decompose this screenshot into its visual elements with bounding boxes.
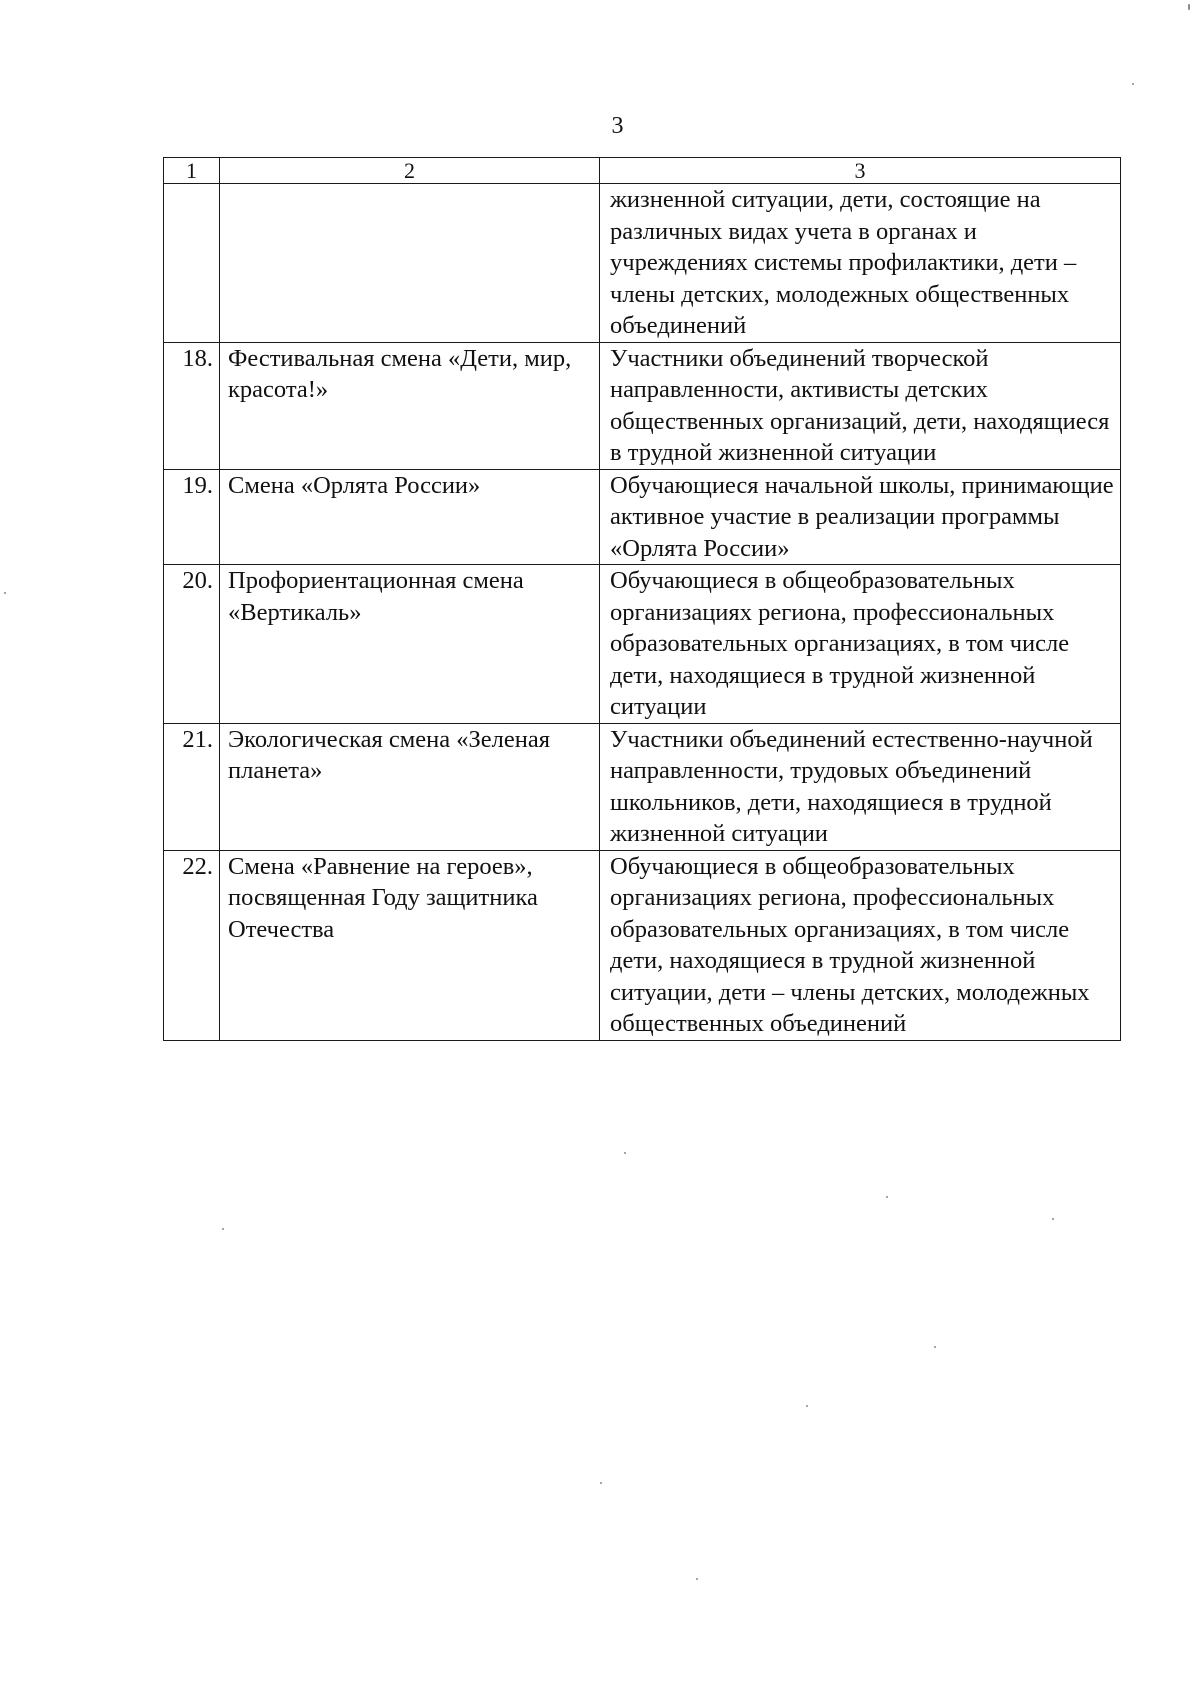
row-participants: Обучающиеся в общеобразовательных организациях региона, профессиональных образовательных организациях, в том числе дети, находящиеся в трудной жизненной ситуации [600,565,1121,724]
table-row [164,723,1121,850]
column-header-number: 1 [164,158,220,184]
scan-speck [4,592,6,594]
scan-speck [934,1346,936,1348]
row-number: 18. [164,342,220,469]
scan-speck [624,1152,626,1154]
row-number: 20. [164,565,220,724]
scan-speck [696,1578,698,1580]
table-row [164,342,1121,469]
row-number: 19. [164,469,220,565]
row-number: 21. [164,723,220,850]
row-participants: Участники объединений естественно-научной направленности, трудовых объединений школьников, дети, находящиеся в трудной жизненной ситуации [600,723,1121,850]
column-header-name: 2 [220,158,600,184]
scan-speck [1052,1218,1054,1220]
row-shift-name: Смена «Орлята России» [220,469,600,565]
scan-speck [886,1196,888,1198]
row-shift-name: Фестивальная смена «Дети, мир, красота!» [220,342,600,469]
table-row [164,850,1121,1040]
row-participants: Обучающиеся начальной школы, принимающие активное участие в реализации программы «Орлята России» [600,469,1121,565]
scan-speck [222,1228,224,1230]
table-row [164,184,1121,343]
row-participants: жизненной ситуации, дети, состоящие на различных видах учета в органах и учреждениях системы профилактики, дети – члены детских, молодежных общественных объединений [600,184,1121,343]
scan-speck [1188,4,1190,10]
scan-speck [806,1405,808,1407]
table-row [164,565,1121,724]
column-header-participants: 3 [600,158,1121,184]
row-participants: Обучающиеся в общеобразовательных организациях региона, профессиональных образовательных организациях, в том числе дети, находящиеся в трудной жизненной ситуации, дети – члены детских, молодежных общественных объединений [600,850,1121,1040]
row-shift-name [220,184,600,343]
table-header-row [164,158,1121,184]
row-shift-name: Профориентационная смена «Вертикаль» [220,565,600,724]
row-number: 22. [164,850,220,1040]
table-row [164,469,1121,565]
row-shift-name: Смена «Равнение на героев», посвященная Году защитника Отечества [220,850,600,1040]
page-number: 3 [611,113,624,139]
scan-speck [600,1482,602,1484]
row-participants: Участники объединений творческой направленности, активисты детских общественных организаций, дети, находящиеся в трудной жизненной ситуации [600,342,1121,469]
shifts-table [163,157,1121,1041]
row-number [164,184,220,343]
row-shift-name: Экологическая смена «Зеленая планета» [220,723,600,850]
scan-speck [1132,83,1134,85]
